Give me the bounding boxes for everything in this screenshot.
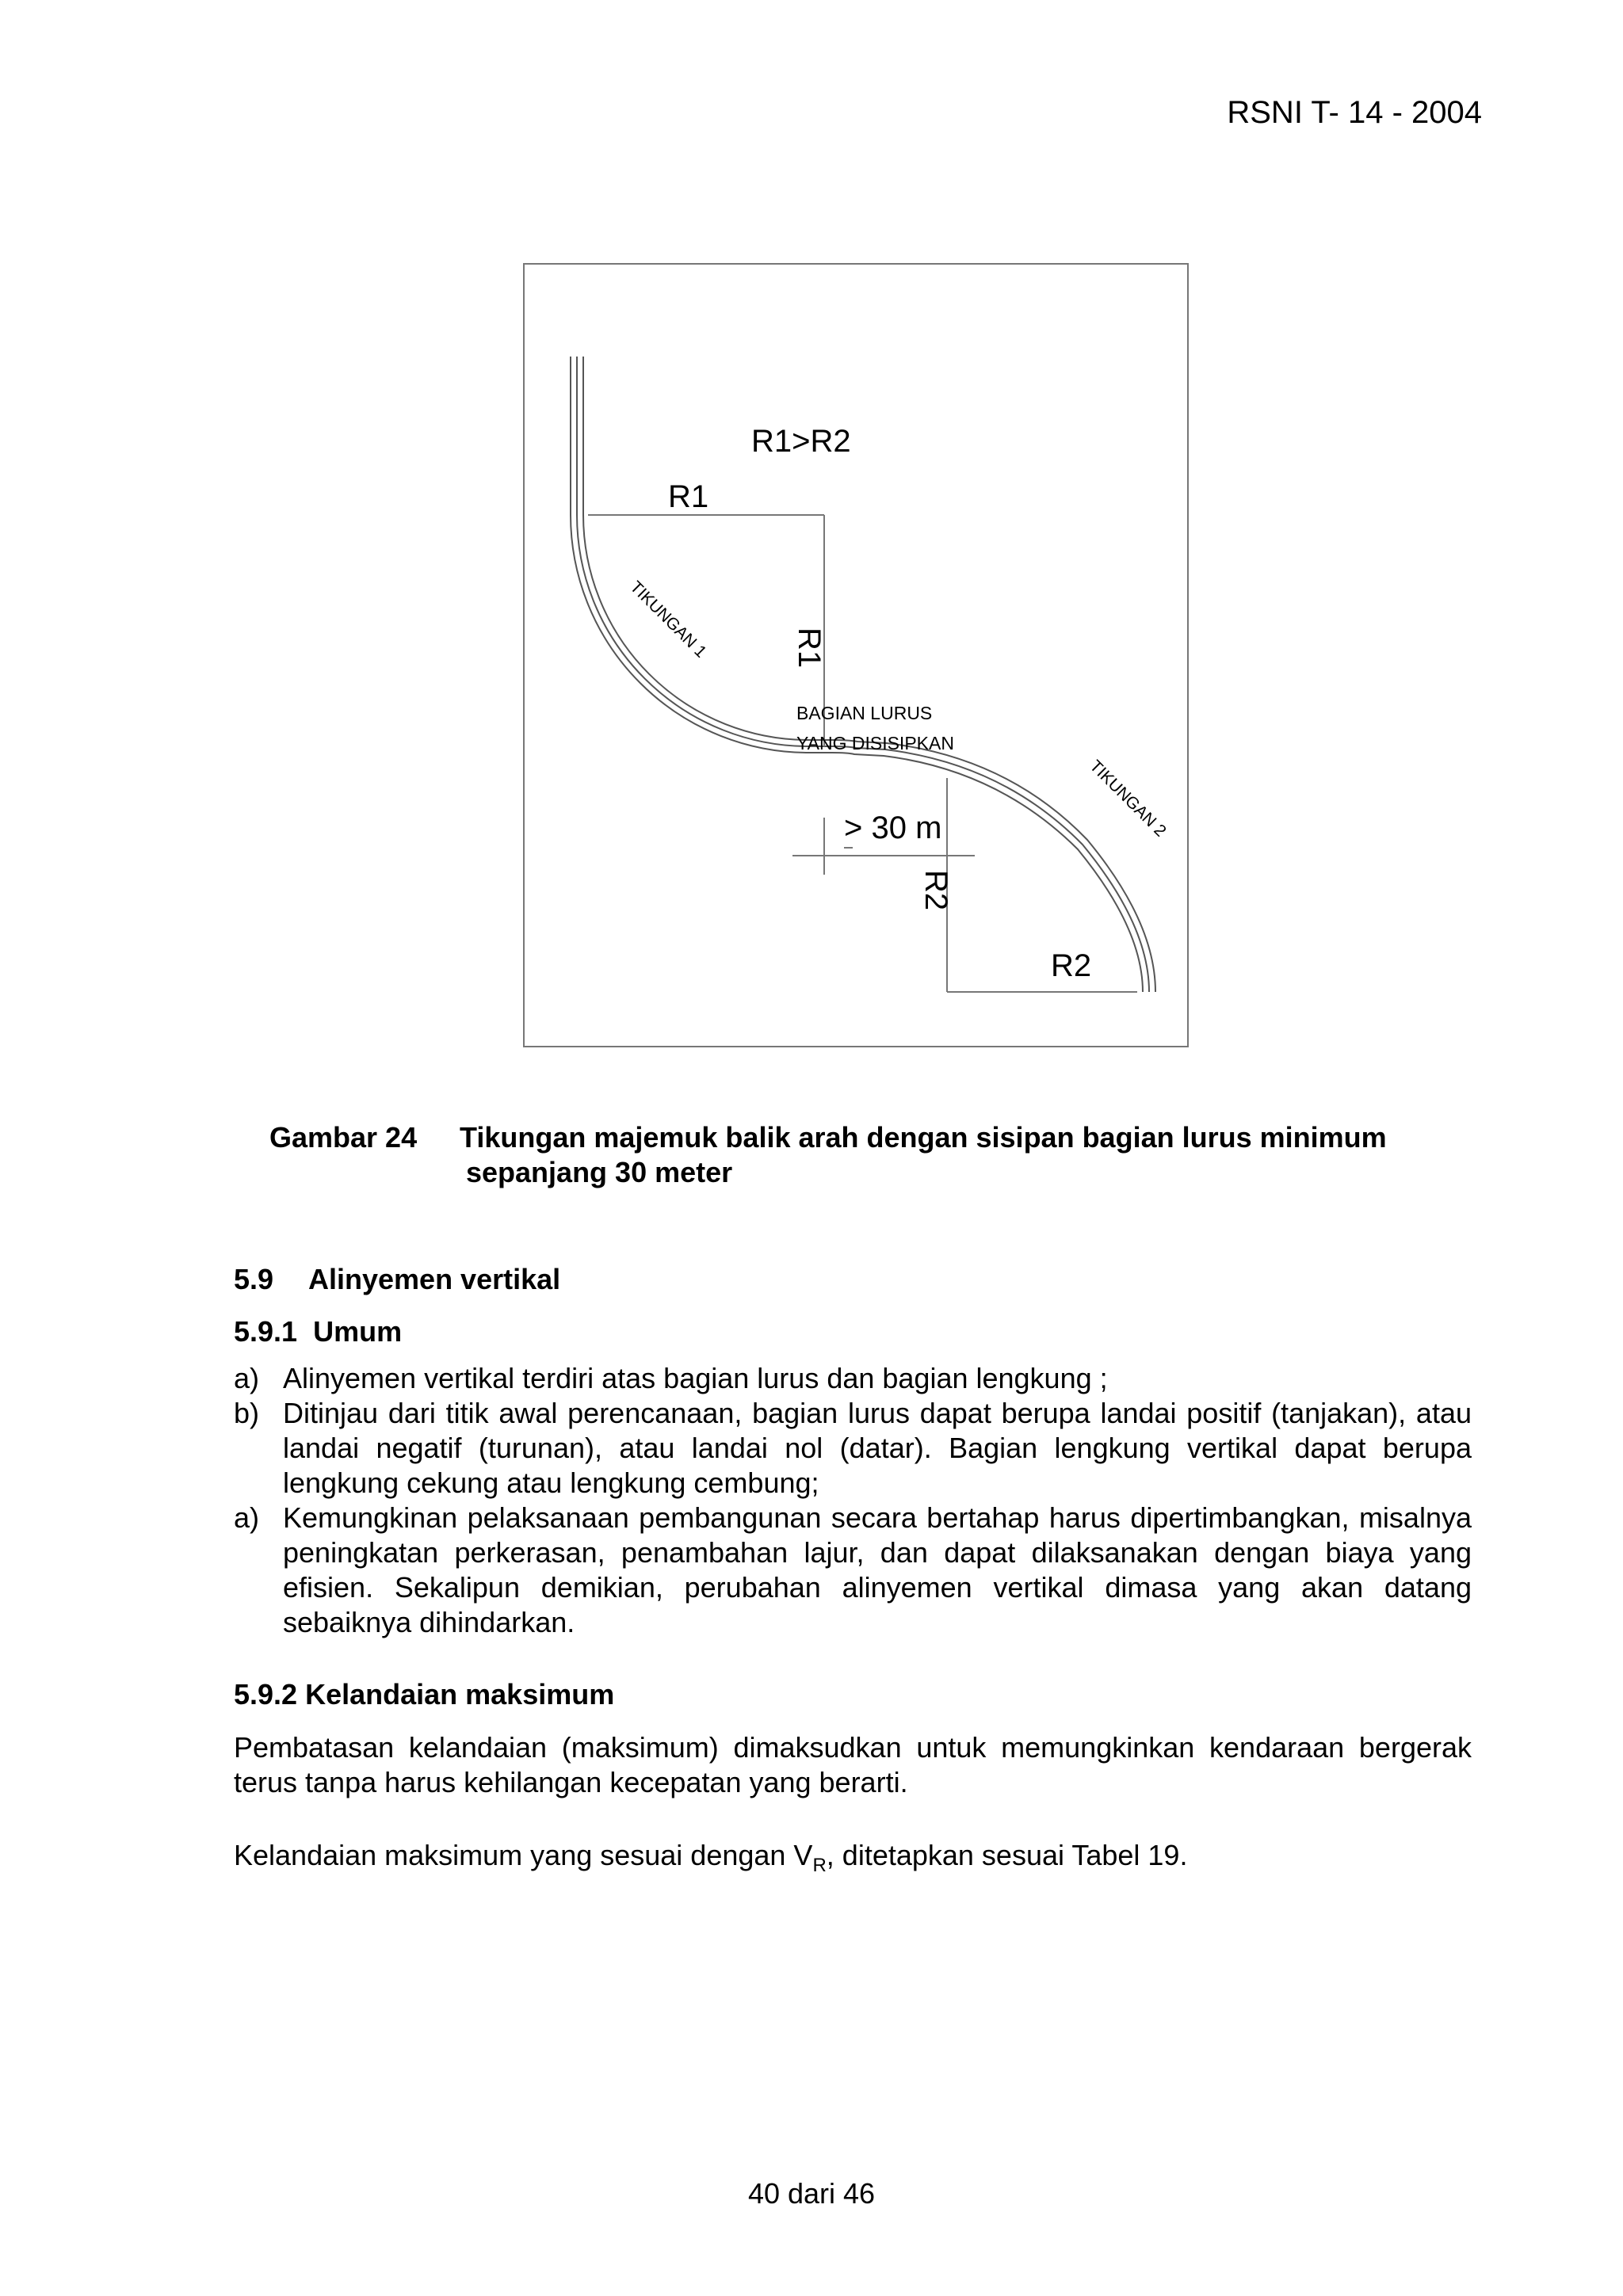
caption-line-1: Tikungan majemuk balik arah dengan sisipan bagian lurus minimum <box>460 1121 1387 1154</box>
caption-line-2: sepanjang 30 meter <box>466 1156 733 1188</box>
label-bagian-lurus: BAGIAN LURUS <box>796 703 933 723</box>
list-marker: b) <box>234 1397 260 1429</box>
list-text: Alinyemen vertikal terdiri atas bagian lurus dan bagian lengkung ; <box>283 1362 1108 1394</box>
list-marker: a) <box>234 1501 260 1534</box>
road-line-outer <box>571 357 1143 992</box>
section-title: Umum <box>313 1315 403 1348</box>
label-r2-vertical: R2 <box>918 870 953 911</box>
subscript-r: R <box>812 1855 827 1877</box>
section-title: Kelandaian maksimum <box>305 1678 615 1711</box>
list-umum <box>234 1361 1472 1640</box>
list-text: Ditinjau dari titik awal perencanaan, bagian lurus dapat berupa landai positif (tanjakan), atau landai negatif (turunan), atau landai nol (datar). Bagian lengkung vertikal dapat berupa lengkung cekung atau lengkung cembung; <box>283 1397 1472 1499</box>
label-tikungan-2: TIKUNGAN 2 <box>1086 757 1170 841</box>
list-item <box>234 1501 1472 1640</box>
caption-number: Gambar 24 <box>269 1121 418 1154</box>
section-number: 5.9.2 <box>234 1678 298 1711</box>
list-item <box>234 1361 1472 1396</box>
label-yang-disisipkan: YANG DISISIPKAN <box>796 733 954 753</box>
list-marker: a) <box>234 1362 260 1394</box>
label-r1-top: R1 <box>668 479 709 514</box>
document-id: RSNI T- 14 - 2004 <box>1227 95 1482 130</box>
page-number: 40 dari 46 <box>747 2177 876 2210</box>
radius-lines <box>588 515 1137 992</box>
paragraph-kelandaian-2 <box>234 1838 1472 1883</box>
caption-text <box>460 1120 1490 1190</box>
diagram-svg <box>523 263 1189 1047</box>
paragraph-kelandaian-1: Pembatasan kelandaian (maksimum) dimaksudkan untuk memungkinkan kendaraan bergerak terus tanpa harus kehilangan kecepatan yang berarti. <box>234 1731 1472 1798</box>
section-title: Alinyemen vertikal <box>308 1263 561 1295</box>
list-text: Kemungkinan pelaksanaan pembangunan secara bertahap harus dipertimbangkan, misalnya peningkatan perkerasan, penambahan lajur, dan dapat dilaksanakan dengan biaya yang efisien. Sekalipun demikian, perubahan alinyemen vertikal dimasa yang akan datang sebaiknya dihindarkan. <box>283 1501 1472 1638</box>
section-heading-5-9-2 <box>234 1678 614 1711</box>
figure-road-curve-diagram <box>523 263 1189 1047</box>
label-tikungan-1: TIKUNGAN 1 <box>626 578 710 662</box>
label-r2-bottom: R2 <box>1051 948 1092 983</box>
list-item <box>234 1396 1472 1501</box>
road-line-inner <box>583 357 1155 992</box>
paragraph-text-before: Kelandaian maksimum yang sesuai dengan V <box>234 1839 813 1871</box>
section-heading-5-9-1 <box>234 1315 402 1348</box>
label-distance-30m: > 30 m <box>844 810 942 845</box>
paragraph-text-after: , ditetapkan sesuai Tabel 19. <box>826 1839 1188 1871</box>
road-line-middle <box>577 357 1149 992</box>
section-heading-5-9 <box>234 1263 560 1296</box>
section-number: 5.9 <box>234 1263 274 1295</box>
label-r1-gt-r2: R1>R2 <box>751 424 851 459</box>
road-lines <box>571 357 1155 992</box>
label-r1-vertical: R1 <box>792 627 827 669</box>
section-number: 5.9.1 <box>234 1315 298 1348</box>
